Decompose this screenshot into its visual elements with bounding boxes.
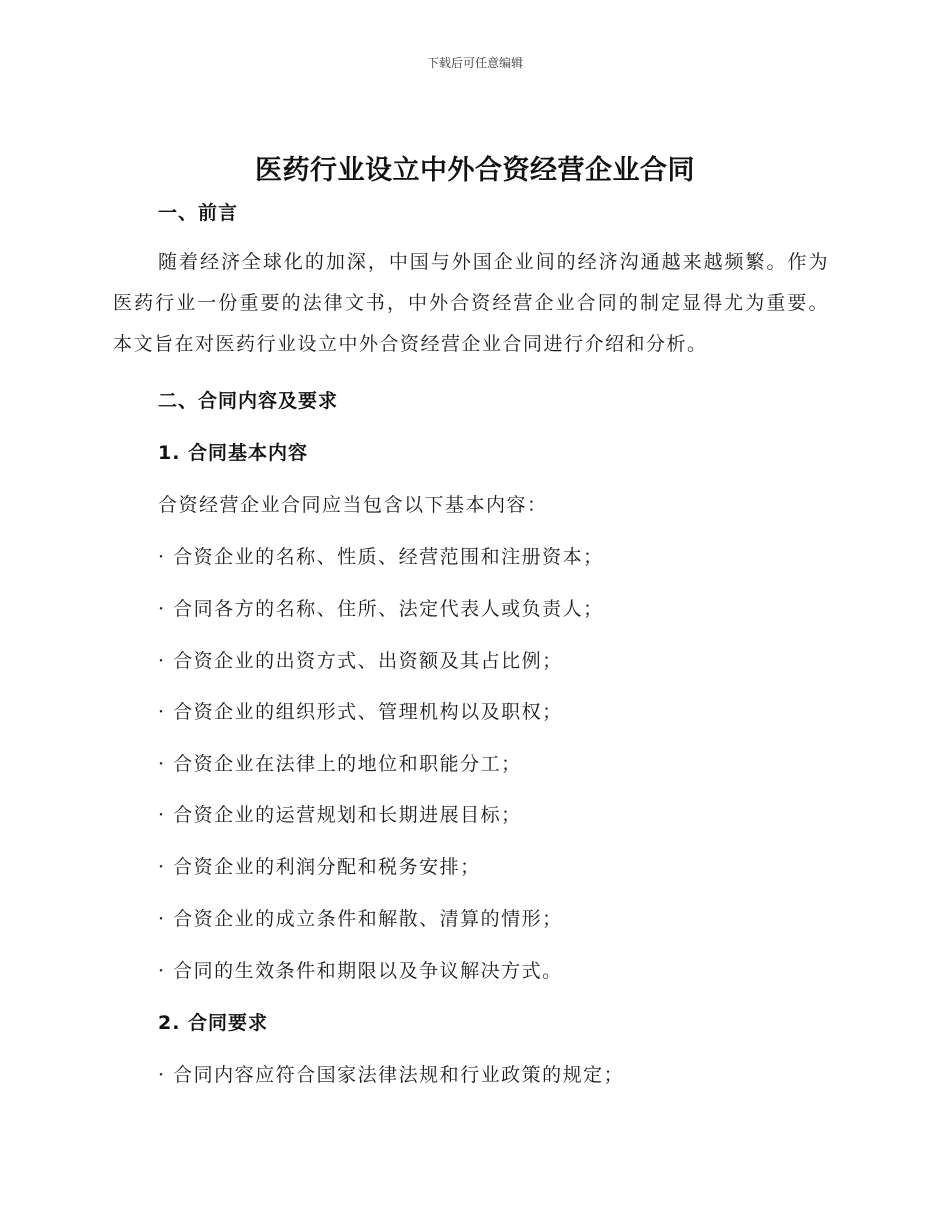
list-item: · 合同各方的名称、住所、法定代表人或负责人； [158, 598, 604, 620]
section-heading-preface: 一、前言 [158, 202, 239, 224]
section-heading-contract-content: 二、合同内容及要求 [158, 390, 339, 412]
list-item: · 合资企业的成立条件和解散、清算的情形； [158, 908, 563, 930]
list-item: · 合资企业的出资方式、出资额及其占比例； [158, 650, 563, 672]
subsection-heading-basic-content: 1. 合同基本内容 [158, 442, 309, 464]
page-header-note: 下载后可任意编辑 [426, 56, 523, 70]
basic-content-intro: 合资经营企业合同应当包含以下基本内容： [158, 494, 548, 516]
list-item: · 合同的生效条件和期限以及争议解决方式。 [158, 960, 563, 982]
subsection-heading-requirements: 2. 合同要求 [158, 1012, 269, 1034]
list-item: · 合资企业的利润分配和税务安排； [158, 856, 481, 878]
list-item: · 合同内容应符合国家法律法规和行业政策的规定； [158, 1064, 625, 1086]
list-item: · 合资企业在法律上的地位和职能分工； [158, 753, 522, 775]
list-item: · 合资企业的组织形式、管理机构以及职权； [158, 701, 563, 723]
list-item: · 合资企业的名称、性质、经营范围和注册资本； [158, 546, 604, 568]
preface-paragraph: 随着经济全球化的加深，中国与外国企业间的经济沟通越来越频繁。作为医药行业一份重要的法律文书，中外合资经营企业合同的制定显得尤为重要。本文旨在对医药行业设立中外合资经营企业合同进行介绍和分析。 [113, 251, 829, 355]
list-item: · 合资企业的运营规划和长期进展目标； [158, 804, 522, 826]
document-title: 医药行业设立中外合资经营企业合同 [255, 155, 695, 186]
